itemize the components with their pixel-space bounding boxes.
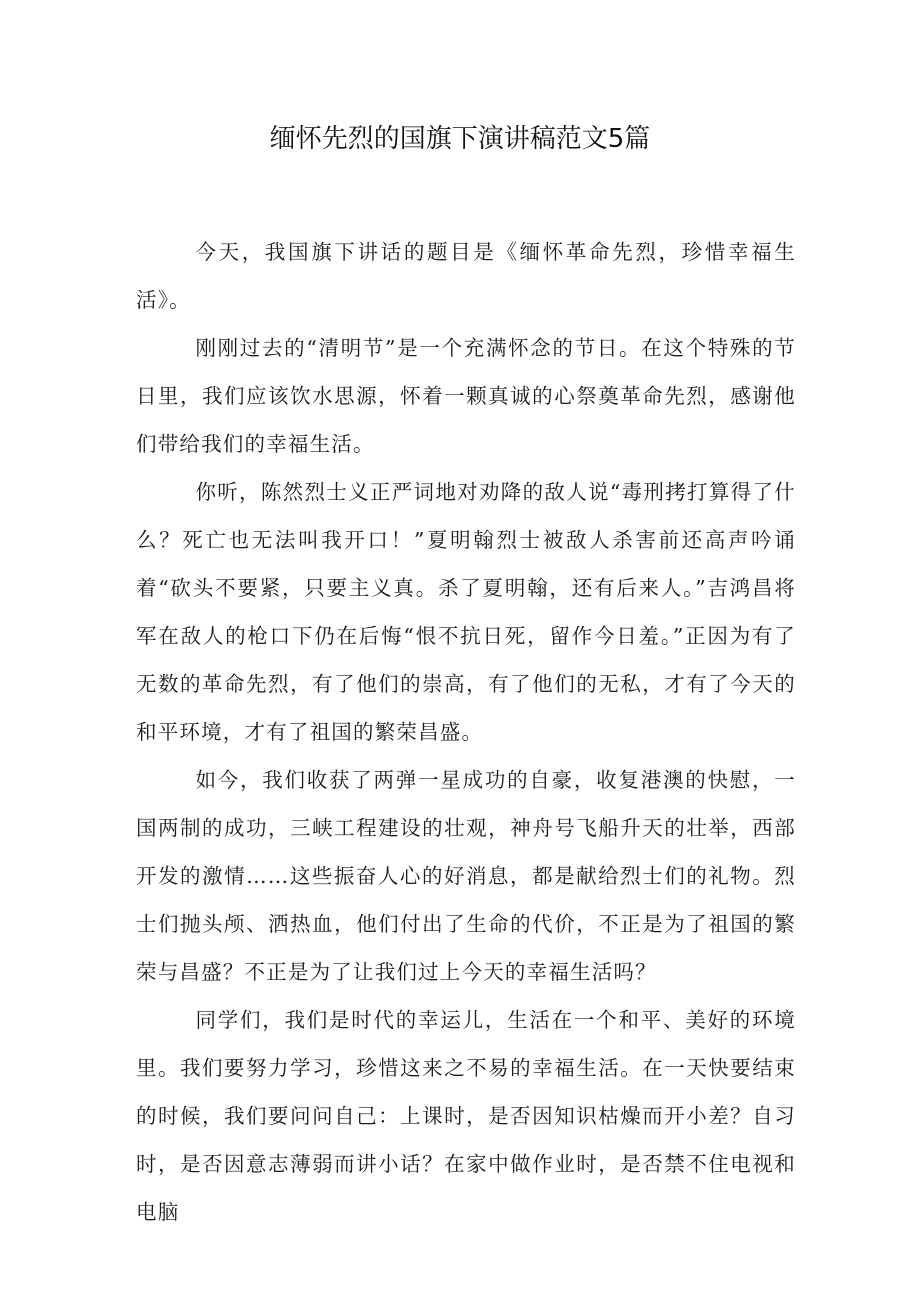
paragraph: 如今，我们收获了两弹一星成功的自豪，收复港澳的快慰，一国两制的成功，三峡工程建设的壮观，神舟号飞船升天的壮举，西部开发的激情……这些振奋人心的好消息，都是献给烈士们的礼物。烈士们抛头颅、洒热血，他们付出了生命的代价，不正是为了祖国的繁荣与昌盛？不正是为了让我们过上今天的幸福生活吗？: [136, 768, 796, 984]
document-body: [136, 228, 796, 1236]
paragraph: 刚刚过去的“清明节”是一个充满怀念的节日。在这个特殊的节日里，我们应该饮水思源，怀着一颗真诚的心祭奠革命先烈，感谢他们带给我们的幸福生活。: [136, 336, 796, 456]
paragraph: 今天，我国旗下讲话的题目是《缅怀革命先烈，珍惜幸福生活》。: [136, 240, 796, 312]
document-title: 缅怀先烈的国旗下演讲稿范文5篇: [269, 124, 651, 154]
paragraph: 同学们，我们是时代的幸运儿，生活在一个和平、美好的环境里。我们要努力学习，珍惜这来之不易的幸福生活。在一天快要结束的时候，我们要问问自己：上课时，是否因知识枯燥而开小差？自习时，是否因意志薄弱而讲小话？在家中做作业时，是否禁不住电视和电脑: [136, 1008, 796, 1224]
paragraph: 你听，陈然烈士义正严词地对劝降的敌人说“毒刑拷打算得了什么？死亡也无法叫我开口！”夏明翰烈士被敌人杀害前还高声吟诵着“砍头不要紧，只要主义真。杀了夏明翰，还有后来人。”吉鸿昌将军在敌人的枪口下仍在后悔“恨不抗日死，留作今日羞。”正因为有了无数的革命先烈，有了他们的崇高，有了他们的无私，才有了今天的和平环境，才有了祖国的繁荣昌盛。: [136, 480, 796, 744]
